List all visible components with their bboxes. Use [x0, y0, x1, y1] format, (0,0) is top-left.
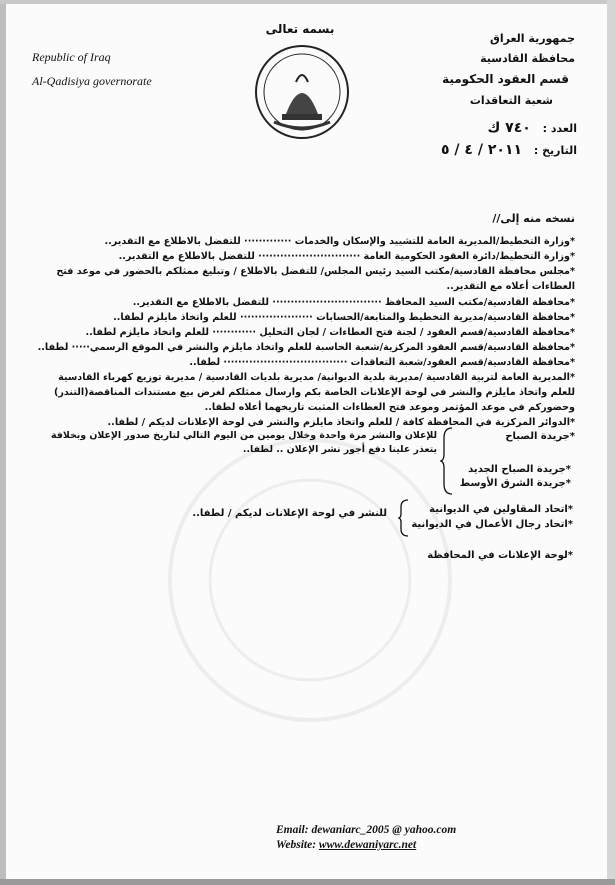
- newspapers-brace-icon: [440, 426, 454, 496]
- date-value: ٢٠١١ / ٤ / ٥: [440, 142, 523, 158]
- footer-website: [276, 839, 416, 851]
- scan-edge-left: [0, 0, 6, 885]
- unions-brace-icon: [398, 498, 410, 538]
- newspaper-item: *جريدة الصباح: [505, 431, 575, 442]
- unions-note: للنشر في لوحة الإعلانات لديكم / لطفا..: [192, 508, 387, 519]
- list-line: *وزارة التخطيط/المديرية العامة للتشييد والإسكان والخدمات ············· للتفضل بالاطلاع مع التقدير..: [104, 236, 575, 247]
- website-label: Website:: [276, 839, 317, 851]
- scan-edge-top: [0, 0, 615, 4]
- list-line: *وزارة التخطيط/دائرة العقود الحكومية العامة ···························· للتفضل بالاطلاع مع التقدير..: [118, 251, 575, 262]
- email-value[interactable]: dewaniarc_2005 @ yahoo.com: [311, 824, 457, 836]
- scan-edge-right: [607, 0, 615, 885]
- list-line: *محافظة القادسية/مكتب السيد المحافظ ······························ للتفضل بالاطلاع مع التقدير..: [132, 297, 575, 308]
- list-line: *محافظة القادسية/مديرية التخطيط والمتابعة/الحسابات ···················· للعلم واتخاذ مايلزم لطفا..: [113, 312, 575, 323]
- newspaper-item: *جريدة الصباح الجديد: [468, 464, 571, 475]
- governorate-seal-icon: [252, 42, 352, 142]
- union-item: *اتحاد المقاولين في الديوانية: [429, 504, 573, 515]
- footer-email: [276, 824, 456, 836]
- header-governorate: Al-Qadisiya governorate: [32, 74, 152, 88]
- newspapers-note: للإعلان والنشر مرة واحدة وخلال يومين من اليوم التالي لتاريخ صدور الإعلان وبخلافة: [51, 430, 437, 441]
- list-line: العطاءات أعلاه مع التقدير..: [446, 281, 575, 292]
- scan-edge-bottom: [0, 879, 615, 885]
- header-republic: جمهورية العراق: [490, 32, 575, 45]
- header-section: شعبة التعاقدات: [469, 94, 553, 107]
- newspaper-item: *جريدة الشرق الأوسط: [459, 478, 571, 489]
- list-line: للعلم واتخاذ مايلزم والنشر في لوحة الإعلانات الخاصة بكم وارسال ممثلكم لغرض بيع مستندات المناقصة(التندر): [53, 387, 575, 398]
- list-line: *المديرية العامة لتربية القادسية /مديرية بلدية الديوانية/ مديرية بلديات القادسية / مديرية توزيع كهرباء القادسية: [58, 372, 575, 383]
- list-line: *محافظة القادسية/قسم العقود/شعبة التعاقدات ·································· لطفا..: [189, 357, 575, 368]
- date-row: [441, 142, 577, 158]
- list-line: *الدوائر المركزية في المحافظة كافة / للعلم واتخاذ مايلزم والنشر في لوحة الإعلانات لديكم / لطفا..: [107, 417, 575, 428]
- date-label: التاريخ :: [533, 144, 577, 157]
- ref-number-row: [487, 120, 577, 136]
- list-line: وحضوركم في موعد المؤتمر وموعد فتح العطاءات المثبت تاريخهما أعلاه لطفا..: [204, 402, 575, 413]
- ref-number-label: العدد :: [542, 122, 577, 135]
- notice-board-item: *لوحة الإعلانات في المحافظة: [427, 550, 573, 561]
- basmala: بسمه تعالى: [265, 22, 335, 36]
- header-department: قسم العقود الحكومية: [442, 72, 569, 86]
- list-line: *محافظة القادسية/قسم العقود / لجنة فتح العطاءات / لجان التحليل ············ للعلم واتخاذ مايلزم لطفا..: [85, 327, 575, 338]
- copy-to-heading: نسخه منه إلى//: [492, 212, 575, 225]
- website-link[interactable]: www.dewaniyarc.net: [318, 839, 417, 851]
- newspapers-note-2: يتعذر علينا دفع أجور نشر الإعلان .. لطفا..: [242, 444, 437, 455]
- list-line: *محافظة القادسية/قسم العقود المركزية/شعبة الحاسبة للعلم واتخاذ مايلزم والنشر في الموقع الرسمي····· لطفا..: [37, 342, 575, 353]
- header-country: Republic of Iraq: [32, 50, 111, 64]
- header-governorate-ar: محافظة القادسية: [480, 52, 575, 65]
- ref-number-value: ٧٤٠ ك: [487, 120, 531, 136]
- watermark-seal-icon: [160, 430, 460, 730]
- union-item: *اتحاد رجال الأعمال في الديوانية: [411, 519, 573, 530]
- list-line: *مجلس محافظة القادسية/مكتب السيد رئيس المجلس/ للتفضل بالاطلاع / وتبليغ ممثلكم بالحضور في موعد فتح: [56, 266, 575, 277]
- email-label: Email:: [276, 824, 309, 836]
